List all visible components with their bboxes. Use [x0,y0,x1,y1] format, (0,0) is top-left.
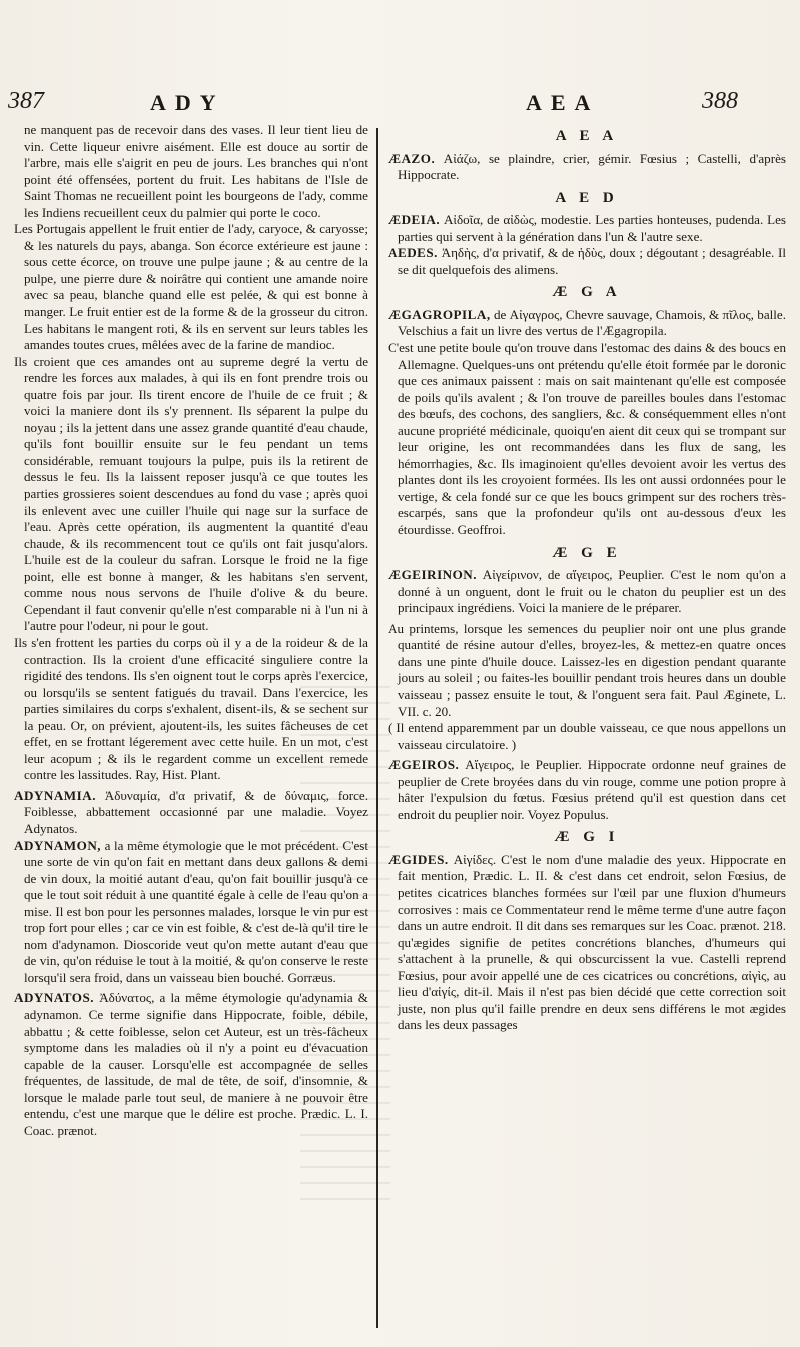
entry-headword: AEDES. [388,245,438,261]
left-page-number: 387 [8,88,44,114]
entry-body: Αἰάζω, se plaindre, crier, gémir. Fœsius ; Castelli, d'après Hippocrate. [398,150,786,183]
dictionary-entry [14,990,368,1139]
section-heading: A E A [555,128,619,144]
dictionary-entry [388,151,786,184]
running-header [0,88,800,122]
right-running-head: AEA [526,90,600,115]
paragraph: ne manquent pas de recevoir dans des vases. Il leur tient lieu de vin. Cette liqueur enivre aisément. Elle est douce au sortir de l'arbre, mais elle s'aigrit en peu de jours. Les branches qui n'ont point été offensées, portent du fruit. Les habitans de l'Isle de Saint Thomas ne recueillent point les bourgeons de l'ady, comme les Indiens recueillent ceux du palmier qui porte le coco. [24,122,368,220]
dictionary-entry [388,212,786,245]
dictionary-entry [14,838,368,987]
section-heading: Æ G A [552,284,622,301]
right-page-number: 388 [702,88,738,114]
entry-body: C'est une petite boule qu'on trouve dans l'estomac des dains & des boucs en Allemagne. Quelques-uns ont prétendu qu'elle étoit formée par le doronic que ces animaux paissent : mais on sait maintenant qu'elle est composée de poils qu'ils avalent ; & l'on trouve de pareilles boules dans l'estomac des bœufs, des cochons, des sangliers, &c. & conséquemment elles n'ont aucune propriété médicinale, quoiqu'en aient dit ceux qui se trompant sur leur origine, les ont recommandées dans les flux de sang, les hémorrhagies, &c. Ils imaginoient qu'elles devoient avoir les vertus des plantes dont ils les croyoient formées. Ils les ont aussi ordonnées pour le vertige, & cela fondé sur ce que les boucs grimpent sur des rochers très-escarpés, sans que la profondeur qu'ils ont au-dessous d'eux les étourdisse. Geoffroi. [388,340,786,538]
dictionary-entry [388,567,786,617]
entry-headword: ADYNATOS. [14,990,95,1006]
section-heading: Æ G I [554,829,620,846]
entry-headword: ÆAZO. [388,150,436,166]
entry-body: Αἰγείρινον, de αἴγειρος, Peuplier. C'est le nom qu'on a donné à un onguent, dont le fruit ou le chaton du peuplier est un des principaux ingrédiens. Voici la maniere de le préparer. [398,567,786,616]
entry-body: a la même étymologie que le mot précédent. C'est une sorte de vin qu'on fait en mettant dans deux gallons & demi de vin doux, la moitié autant d'eau, qu'on fait bouillir jusqu'à ce que le tout soit réduit à une quantité égale à celle de l'eau qu'on a mise. Il est bon pour les personnes malades, lorsque le vin pur est trop fort pour elles ; car ce vin est foible, & c'est de-là qu'il tire le nom d'adynamon. Dioscoride veut qu'on mette autant d'eau que de vin, qu'on réduise le tout à la moitié, & qu'on conserve le reste lorsqu'il sera froid, dans un vaisseau bien bouché. Gorræus. [24,837,368,985]
dictionary-entry [14,788,368,838]
dictionary-entry [388,245,786,278]
entry-note [388,720,786,753]
entry-headword: ÆGEIROS. [388,757,460,773]
section-heading: Æ G E [552,544,622,561]
entry-headword: ADYNAMIA. [14,787,96,803]
entry-body: de Αἰγαγρος, Chevre sauvage, Chamois, & πῖλος, balle. Velschius a fait un livre des vertus de l'Ægagropila. [398,306,786,339]
left-running-head: ADY [150,90,225,115]
entry-body: Αἰγίδες. C'est le nom d'une maladie des yeux. Hippocrate en fait mention, Prædic. L. II. & c'est dans cet endroit, selon Fœsius, de petites cicatrices blanches formées sur l'œil par une fluxion d'humeurs corrosives : mais ce Commentateur rend le même terme d'une autre façon dans un autre endroit. Il dit dans ses remarques sur les Coac. prænot. 218. qu'ægides signifie de petites concrétions blanches, d'humeurs qui s'attachent à la prunelle, & qui obscurcissent la vue. Castelli reprend Fœsius, pour avoir appellé une de ces cicatrices ou concrétions, αἰγὶς, au lieu d'αἰγίς, dit-il. Mais il n'est pas bien décidé que cette correction soit juste, non plus qu'il faille prendre en deux sens différens le mot ægides dans les deux passages [398,851,786,1033]
entry-headword: ÆGEIRINON. [388,567,478,583]
dictionary-entry [388,757,786,823]
entry-headword: ÆGAGROPILA, [388,306,491,322]
entry-paragraph [388,621,786,720]
right-column [388,122,786,1034]
entry-headword: ÆGIDES. [388,851,449,867]
dictionary-entry [388,852,786,1034]
paragraph: Ils s'en frottent les parties du corps où il y a de la roideur & de la contraction. Ils la croient d'une efficacité singuliere contre la rigidité des tendons. Ils s'en oignent tout le corps après l'exercice, ou lorsqu'ils se sentent fatigués du travail. Dans l'exercice, les parties similaires du corps s'exhalent, disent-ils, & se sechent sur la peau. Or, on prévient, ajoutent-ils, les suites fâcheuses de cet effet, en se frottant légerement avec cette huile. En un mot, c'est leur acopum ; & ils le regardent comme un excellent remede contre les lassitudes. Ray, Hist. Plant. [14,634,368,783]
entry-paragraph [388,340,786,539]
entry-headword: ADYNAMON, [14,837,102,853]
entry-headword: ÆDEIA. [388,212,441,228]
dictionary-entry [388,307,786,340]
entry-body: Ἀδύνατος, a la même étymologie qu'adynamia & adynamon. Ce terme signifie dans Hippocrate, foible, débile, abbattu ; & cette foiblesse, selon cet Auteur, est un très-fâcheux symptome dans les maladies où il n'y a point eu d'évacuation capable de la causer. Lorsqu'elle est accompagnée de selles fréquentes, de lassitude, de mal de tête, de soif, d'insomnie, & lorsque le malade parle tout seul, de maniere à ne pouvoir être entendu, c'est une marque que le délire est proche. Prædic. L. I. Coac. prænot. [24,990,368,1138]
entry-body: Αἰδοῖα, de αἰδὼς, modestie. Les parties honteuses, pudenda. Les parties qui servent à la génération dans l'un & l'autre sexe. [398,212,786,244]
entry-body: ( Il entend apparemment par un double vaisseau, ce que nous appellons un vaisseau circulatoire. ) [388,720,786,752]
entry-body: Αἴγειρος, le Peuplier. Hippocrate ordonne neuf graines de peuplier de Crete broyées dans du vin rouge, comme une potion propre à hâter l'expulsion du fœtus. Fœsius prétend qu'il est question dans cet endroit du peuplier noir. Voyez Populus. [398,757,786,822]
left-column [14,122,368,1139]
paragraph: Les Portugais appellent le fruit entier de l'ady, caryoce, & caryosse; & les naturels du pays, abanga. Son écorce extérieure est jaune : sous cette écorce, on trouve une pulpe jaune ; & au centre de la pulpe, une pierre dure & noirâtre qui contient une amande noire avec sa peau, blanche quand elle est pelée, & qui est bonne à manger. Le fruit entier est de la forme & de la grosseur du citron. Les habitans le mangent roti, & ils en servent sur leurs tables les amandes toutes crues, mêlées avec de la farine de mandioc. [14,221,368,353]
entry-body: Ἀδυναμία, d'α privatif, & de δύναμις, force. Foiblesse, abbattement occasionné par une maladie. Voyez Adynatos. [24,787,368,836]
section-heading: A E D [555,189,619,206]
entry-body: Ἀηδὴς, d'α privatif, & de ἡδὺς, doux ; dégoutant ; desagréable. Il se dit quelquefois des alimens. [398,245,786,277]
entry-body: Au printems, lorsque les semences du peuplier noir ont une plus grande quantité de résine autour d'elles, broyez-les, & mettez-en quatre onces dans une pinte d'huile douce. Laissez-les en digestion pendant quarante jours au soleil ; ou faites-les bouillir pendant trois heures dans un double vaisseau ; passez ensuite le tout, & l'onguent sera fait. Paul Æginete, L. VII. c. 20. [388,620,786,719]
paragraph: Ils croient que ces amandes ont au supreme degré la vertu de rendre les forces aux malades, à qui ils en font prendre trois ou quatre fois par jour. Ils tirent encore de l'huile de ce fruit ; & voici la maniere dont ils s'y prennent. Ils séparent la pulpe du noyau ; ils la jettent dans une assez grande quantité d'eau chaude, qu'ils font bouillir ensuite sur le feu pendant un tems considérable, remuant toujours la pulpe, puis ils la retirent de dessus le feu. Ils la laissent reposer jusqu'à ce que toutes les parties grossieres soient descendues au fond du vase ; après quoi ils enlevent avec une cuiller l'huile qui nage sur la surface de l'eau. Après cette opération, ils augmentent la quantité d'eau chaude, & ils recommencent tout ce qu'ils ont fait jusqu'alors. L'huile est de la couleur du safran. Lorsque le froid ne la fige point, elle est bonne à manger, & les habitans s'en servent, comme nous nous servons de l'huile d'olive & du beure. Cependant il faut convenir qu'elle n'est comparable ni à l'un ni à l'autre pour l'odeur, ni pour le gout. [14,353,368,634]
